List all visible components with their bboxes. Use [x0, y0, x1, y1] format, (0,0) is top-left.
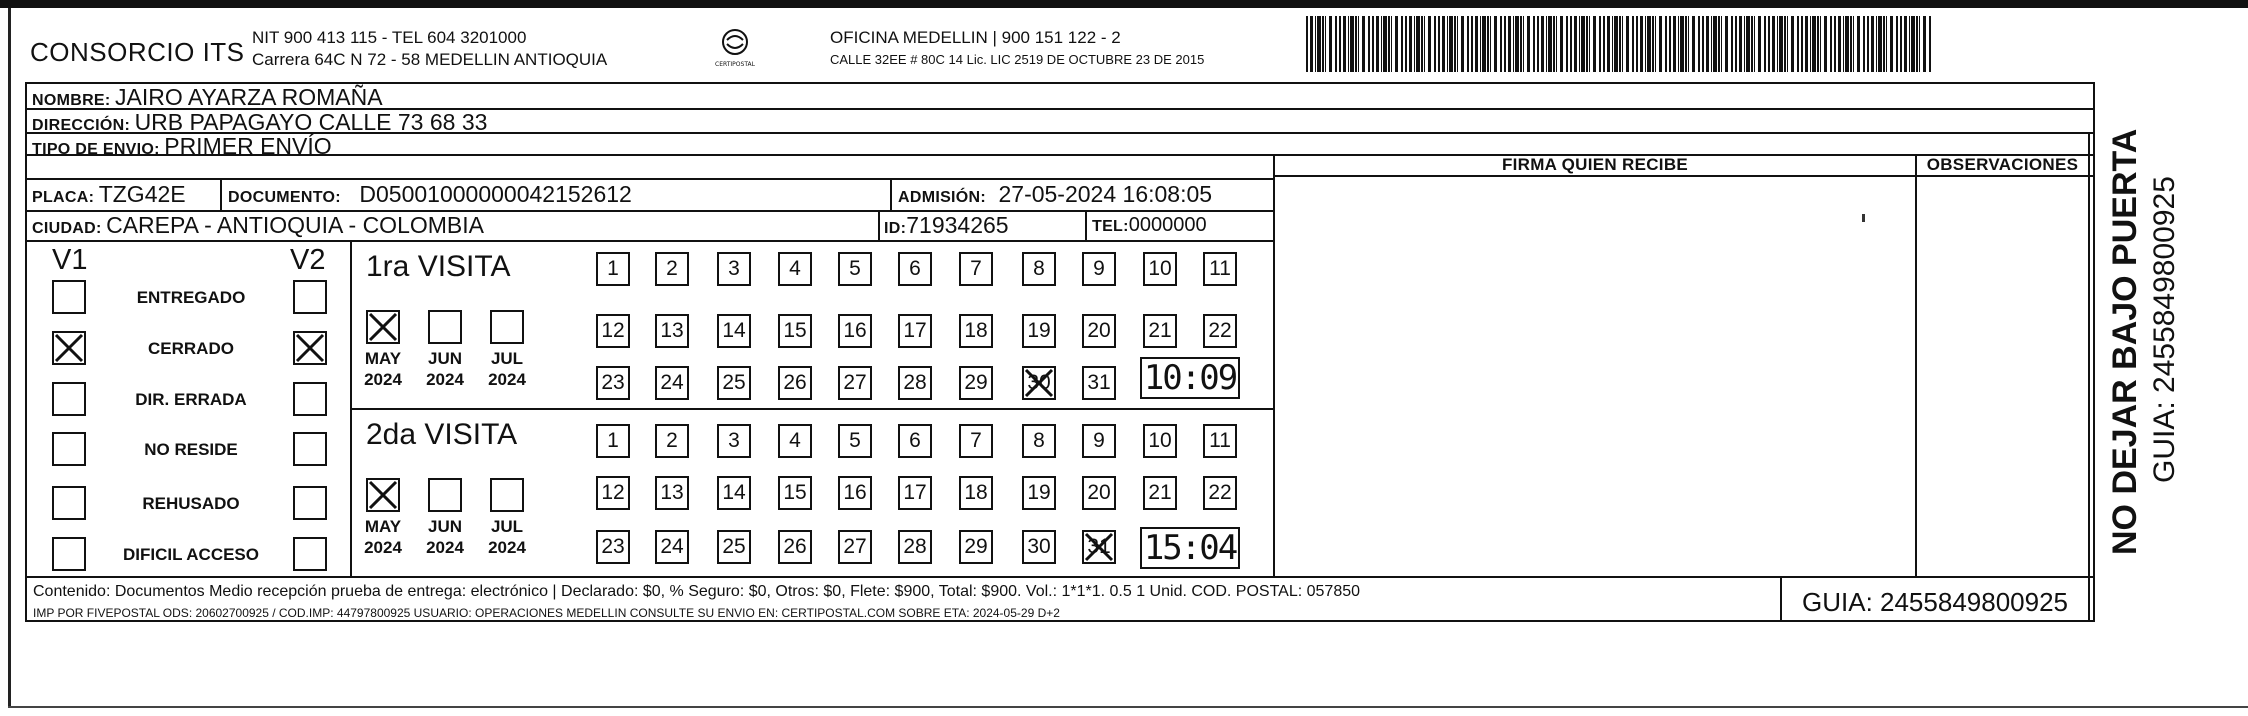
day-number: 25 — [722, 371, 746, 394]
first-visit-title: 1ra VISITA — [366, 250, 511, 283]
day-number: 6 — [909, 429, 921, 452]
second-visit-day-9[interactable] — [1082, 424, 1116, 458]
second-visit-day-4[interactable] — [778, 424, 812, 458]
second-visit-day-28[interactable] — [898, 530, 932, 564]
placa-field — [32, 181, 186, 208]
day-number: 17 — [903, 319, 927, 342]
admision-value: 27-05-2024 16:08:05 — [998, 181, 1213, 207]
day-number: 4 — [789, 257, 801, 280]
month-name: JUN — [427, 349, 462, 368]
v1-checkbox-2[interactable] — [52, 382, 86, 416]
status-label: DIR. ERRADA — [135, 390, 247, 409]
ciudad-label: CIUDAD: — [32, 220, 102, 237]
documento-label: DOCUMENTO: — [228, 189, 341, 206]
admision-field — [898, 181, 1212, 208]
company-nit-tel: NIT 900 413 115 - TEL 604 3201000 — [252, 28, 527, 47]
first-visit-day-8[interactable] — [1022, 252, 1056, 286]
day-number: 29 — [964, 371, 988, 394]
tel-field — [1092, 214, 1207, 237]
first-visit-time: 10:09 — [1140, 357, 1240, 399]
firma-header: FIRMA QUIEN RECIBE — [1501, 155, 1689, 174]
first-visit-day-18[interactable] — [959, 314, 993, 348]
second-visit-day-16[interactable] — [838, 476, 872, 510]
day-number: 19 — [1027, 319, 1051, 342]
first-visit-day-11[interactable] — [1203, 252, 1237, 286]
documento-field — [228, 181, 632, 208]
month-name: MAY — [364, 517, 402, 536]
day-number: 31 — [1087, 535, 1111, 558]
first-visit-day-1[interactable] — [596, 252, 630, 286]
v1-header: V1 — [52, 244, 88, 276]
second-visit-day-11[interactable] — [1203, 424, 1237, 458]
second-visit-day-1[interactable] — [596, 424, 630, 458]
direccion-field — [32, 109, 487, 136]
second-visit-day-5[interactable] — [838, 424, 872, 458]
second-visit-day-20[interactable] — [1082, 476, 1116, 510]
second-visit-day-7[interactable] — [959, 424, 993, 458]
day-number: 8 — [1033, 429, 1045, 452]
day-number: 2 — [666, 429, 678, 452]
day-number: 18 — [964, 481, 988, 504]
second-visit-month-label — [358, 516, 408, 558]
first-visit-day-23[interactable] — [596, 366, 630, 400]
second-visit-day-25[interactable] — [717, 530, 751, 564]
second-visit-day-19[interactable] — [1022, 476, 1056, 510]
first-visit-month-may-checkbox[interactable] — [366, 310, 400, 344]
v2-checkbox-3[interactable] — [293, 432, 327, 466]
day-number: 11 — [1209, 257, 1231, 280]
side-guia: GUIA: 2455849800925 — [2148, 176, 2181, 483]
company-name: CONSORCIO ITS — [30, 37, 245, 67]
first-visit-month-label — [420, 348, 470, 390]
month-name: JUN — [427, 517, 462, 536]
second-visit-day-22[interactable] — [1203, 476, 1237, 510]
documento-value: D05001000000042152612 — [359, 181, 632, 207]
first-visit-day-30[interactable] — [1022, 366, 1056, 400]
first-visit-day-24[interactable] — [655, 366, 689, 400]
first-visit-day-21[interactable] — [1143, 314, 1177, 348]
month-year: 2024 — [426, 370, 464, 389]
day-number: 22 — [1208, 319, 1232, 342]
day-number: 10 — [1148, 257, 1172, 280]
day-number: 14 — [722, 481, 746, 504]
first-visit-day-9[interactable] — [1082, 252, 1116, 286]
certipostal-logo — [712, 26, 758, 72]
day-number: 5 — [849, 257, 861, 280]
day-number: 13 — [660, 319, 684, 342]
day-number: 30 — [1027, 535, 1051, 558]
second-visit-day-6[interactable] — [898, 424, 932, 458]
month-year: 2024 — [426, 538, 464, 557]
first-visit-day-5[interactable] — [838, 252, 872, 286]
first-visit-day-27[interactable] — [838, 366, 872, 400]
id-value: 71934265 — [906, 212, 1009, 238]
second-visit-day-2[interactable] — [655, 424, 689, 458]
office-line-1: OFICINA MEDELLIN | 900 151 122 - 2 — [830, 28, 1121, 47]
tel-label: TEL: — [1092, 218, 1129, 235]
first-visit-day-19[interactable] — [1022, 314, 1056, 348]
second-visit-day-29[interactable] — [959, 530, 993, 564]
footer-content: Contenido: Documentos Medio recepción prueba de entrega: electrónico | Declarado: $0, % Seguro: $0, Otros: $0, Flete: $900, Total: $900. Vol.: 1*1*1. 0.5 1 Unid. COD. POSTAL: 057850 — [33, 583, 1361, 600]
first-visit-day-29[interactable] — [959, 366, 993, 400]
second-visit-day-13[interactable] — [655, 476, 689, 510]
day-number: 24 — [660, 371, 684, 394]
day-number: 17 — [903, 481, 927, 504]
day-number: 8 — [1033, 257, 1045, 280]
day-number: 10 — [1148, 429, 1172, 452]
second-visit-day-3[interactable] — [717, 424, 751, 458]
first-visit-day-2[interactable] — [655, 252, 689, 286]
second-visit-day-18[interactable] — [959, 476, 993, 510]
day-number: 24 — [660, 535, 684, 558]
v1-checkbox-0[interactable] — [52, 280, 86, 314]
day-number: 18 — [964, 319, 988, 342]
day-number: 1 — [607, 257, 619, 280]
first-visit-day-4[interactable] — [778, 252, 812, 286]
day-number: 13 — [660, 481, 684, 504]
v1-checkbox-4[interactable] — [52, 486, 86, 520]
company-address: Carrera 64C N 72 - 58 MEDELLIN ANTIOQUIA — [252, 50, 608, 69]
first-visit-day-22[interactable] — [1203, 314, 1237, 348]
day-number: 16 — [843, 319, 867, 342]
nombre-value: JAIRO AYARZA ROMAÑA — [115, 84, 383, 110]
first-visit-day-20[interactable] — [1082, 314, 1116, 348]
first-visit-month-jul-checkbox[interactable] — [490, 310, 524, 344]
day-number: 27 — [843, 371, 867, 394]
second-visit-day-31[interactable] — [1082, 530, 1116, 564]
day-number: 3 — [728, 429, 740, 452]
month-year: 2024 — [488, 370, 526, 389]
day-number: 1 — [607, 429, 619, 452]
day-number: 23 — [601, 371, 625, 394]
day-number: 15 — [783, 481, 807, 504]
second-visit-month-jun-checkbox[interactable] — [428, 478, 462, 512]
month-year: 2024 — [364, 538, 402, 557]
second-visit-month-may-checkbox[interactable] — [366, 478, 400, 512]
second-visit-time: 15:04 — [1140, 527, 1240, 569]
first-visit-day-25[interactable] — [717, 366, 751, 400]
footer-print-info: IMP POR FIVEPOSTAL ODS: 20602700925 / COD.IMP: 44797800925 USUARIO: OPERACIONES MEDELLIN CONSULTE SU ENVIO EN: CERTIPOSTAL.COM SOBRE ETA: 2024-05-29 D+2 — [33, 606, 1060, 620]
first-visit-day-15[interactable] — [778, 314, 812, 348]
v2-checkbox-1[interactable] — [293, 331, 327, 365]
left-border — [8, 8, 11, 708]
month-name: JUL — [490, 517, 524, 536]
day-number: 25 — [722, 535, 746, 558]
first-visit-day-17[interactable] — [898, 314, 932, 348]
first-visit-day-26[interactable] — [778, 366, 812, 400]
first-visit-day-6[interactable] — [898, 252, 932, 286]
first-visit-day-7[interactable] — [959, 252, 993, 286]
day-number: 9 — [1093, 429, 1105, 452]
day-number: 19 — [1027, 481, 1051, 504]
day-number: 7 — [970, 429, 982, 452]
ciudad-value: CAREPA - ANTIOQUIA - COLOMBIA — [106, 212, 484, 238]
day-number: 28 — [903, 371, 927, 394]
second-visit-day-15[interactable] — [778, 476, 812, 510]
status-label: DIFICIL ACCESO — [122, 545, 259, 564]
v1-checkbox-3[interactable] — [52, 432, 86, 466]
second-visit-day-24[interactable] — [655, 530, 689, 564]
day-number: 20 — [1087, 319, 1111, 342]
second-visit-day-14[interactable] — [717, 476, 751, 510]
second-visit-day-27[interactable] — [838, 530, 872, 564]
second-visit-month-label — [420, 516, 470, 558]
day-number: 4 — [789, 429, 801, 452]
first-visit-day-3[interactable] — [717, 252, 751, 286]
first-visit-month-jun-checkbox[interactable] — [428, 310, 462, 344]
id-field — [884, 212, 1009, 239]
first-visit-day-16[interactable] — [838, 314, 872, 348]
status-label: REHUSADO — [142, 494, 240, 513]
first-visit-day-14[interactable] — [717, 314, 751, 348]
day-number: 6 — [909, 257, 921, 280]
first-visit-day-31[interactable] — [1082, 366, 1116, 400]
first-visit-month-label — [482, 348, 532, 390]
direccion-value: URB PAPAGAYO CALLE 73 68 33 — [134, 109, 488, 135]
first-visit-month-label — [358, 348, 408, 390]
svg-text:CERTIPOSTAL: CERTIPOSTAL — [715, 61, 755, 68]
v2-checkbox-5[interactable] — [293, 537, 327, 571]
month-name: JUL — [490, 349, 524, 368]
day-number: 9 — [1093, 257, 1105, 280]
tipo-envio-value: PRIMER ENVÍO — [164, 133, 332, 159]
month-name: MAY — [364, 349, 402, 368]
observaciones-header: OBSERVACIONES — [1926, 155, 2079, 174]
second-visit-day-23[interactable] — [596, 530, 630, 564]
day-number: 26 — [783, 371, 807, 394]
first-visit-day-13[interactable] — [655, 314, 689, 348]
v1-checkbox-1[interactable] — [52, 331, 86, 365]
month-year: 2024 — [488, 538, 526, 557]
day-number: 12 — [601, 481, 625, 504]
day-number: 22 — [1208, 481, 1232, 504]
day-number: 28 — [903, 535, 927, 558]
day-number: 27 — [843, 535, 867, 558]
day-number: 26 — [783, 535, 807, 558]
day-number: 5 — [849, 429, 861, 452]
second-visit-day-10[interactable] — [1143, 424, 1177, 458]
day-number: 21 — [1148, 481, 1172, 504]
v2-checkbox-0[interactable] — [293, 280, 327, 314]
day-number: 11 — [1209, 429, 1231, 452]
second-visit-month-label — [482, 516, 532, 558]
no-dejar-bajo-puerta: NO DEJAR BAJO PUERTA — [2106, 128, 2144, 555]
tipo-envio-field — [32, 133, 332, 160]
day-number: 23 — [601, 535, 625, 558]
id-label: ID: — [884, 220, 907, 237]
day-number: 21 — [1148, 319, 1172, 342]
day-number: 30 — [1027, 371, 1051, 394]
office-line-2: CALLE 32EE # 80C 14 Lic. LIC 2519 DE OCTUBRE 23 DE 2015 — [830, 52, 1205, 67]
tel-value: 0000000 — [1128, 214, 1207, 236]
day-number: 3 — [728, 257, 740, 280]
v2-header: V2 — [290, 244, 326, 276]
day-number: 15 — [783, 319, 807, 342]
placa-value: TZG42E — [98, 181, 186, 207]
admision-label: ADMISIÓN: — [898, 189, 987, 206]
status-label: ENTREGADO — [136, 288, 246, 307]
day-number: 16 — [843, 481, 867, 504]
v1-checkbox-5[interactable] — [52, 537, 86, 571]
top-border — [0, 0, 2248, 8]
second-visit-day-17[interactable] — [898, 476, 932, 510]
day-number: 14 — [722, 319, 746, 342]
first-visit-day-28[interactable] — [898, 366, 932, 400]
nombre-field — [32, 84, 383, 111]
day-number: 12 — [601, 319, 625, 342]
second-visit-day-26[interactable] — [778, 530, 812, 564]
status-label: NO RESIDE — [144, 440, 238, 459]
v2-checkbox-2[interactable] — [293, 382, 327, 416]
tipo-envio-label: TIPO DE ENVIO: — [32, 141, 160, 158]
second-visit-title: 2da VISITA — [366, 418, 518, 451]
second-visit-day-12[interactable] — [596, 476, 630, 510]
footer-guia: GUIA: 2455849800925 — [1802, 587, 2068, 617]
direccion-label: DIRECCIÓN: — [32, 117, 131, 134]
day-number: 20 — [1087, 481, 1111, 504]
second-visit-month-jul-checkbox[interactable] — [490, 478, 524, 512]
second-visit-day-30[interactable] — [1022, 530, 1056, 564]
status-label: CERRADO — [148, 339, 234, 358]
day-number: 2 — [666, 257, 678, 280]
day-number: 31 — [1087, 371, 1111, 394]
placa-label: PLACA: — [32, 189, 95, 206]
first-visit-day-12[interactable] — [596, 314, 630, 348]
month-year: 2024 — [364, 370, 402, 389]
day-number: 29 — [964, 535, 988, 558]
barcode — [1306, 16, 1936, 72]
ciudad-field — [32, 212, 484, 239]
bottom-border — [8, 706, 2248, 708]
second-visit-day-21[interactable] — [1143, 476, 1177, 510]
day-number: 7 — [970, 257, 982, 280]
second-visit-day-8[interactable] — [1022, 424, 1056, 458]
first-visit-day-10[interactable] — [1143, 252, 1177, 286]
v2-checkbox-4[interactable] — [293, 486, 327, 520]
nombre-label: NOMBRE: — [32, 92, 111, 109]
